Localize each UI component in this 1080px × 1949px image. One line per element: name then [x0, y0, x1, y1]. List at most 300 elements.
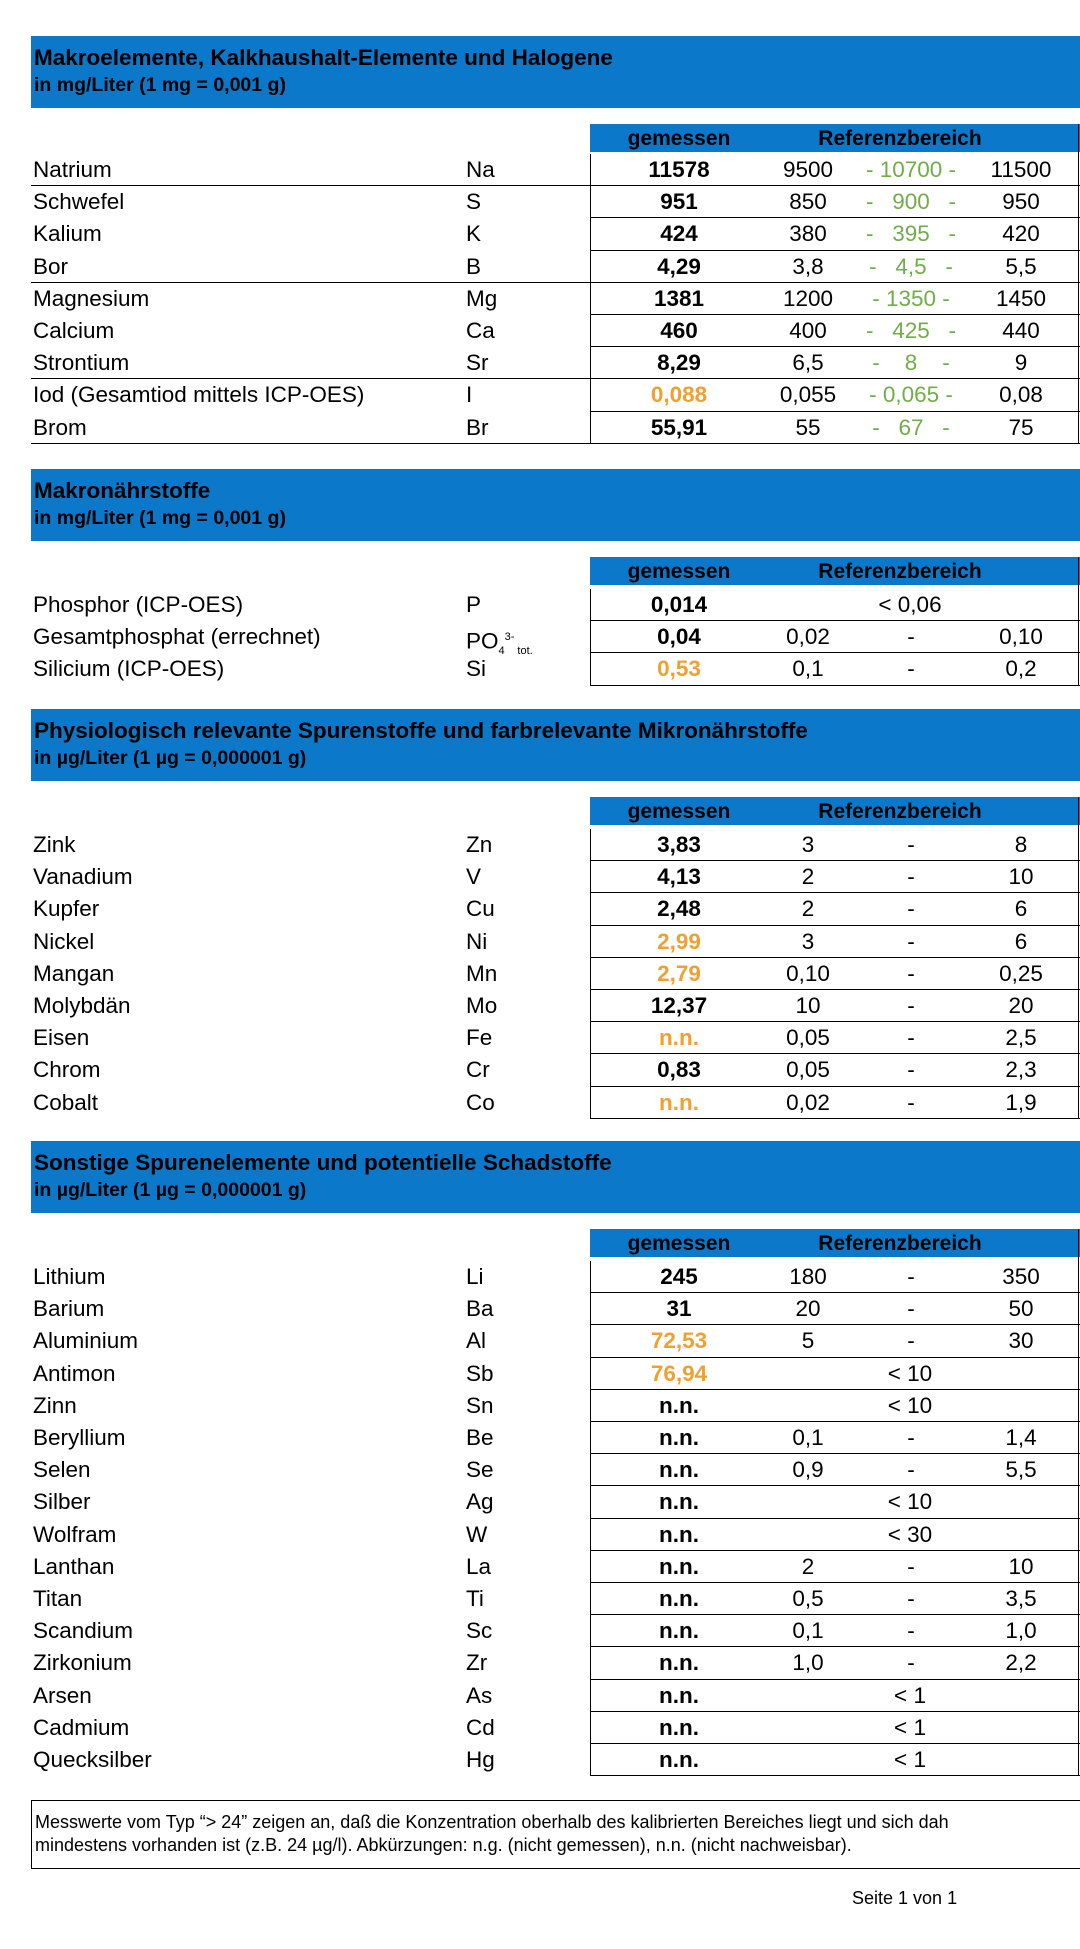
measured-value: 8,29 [657, 350, 701, 376]
reference-min: 0,055 [779, 382, 837, 408]
reference-min: 2 [801, 864, 815, 890]
reference-optimum: - 4,5 - [869, 253, 953, 279]
symbol-superscript: 3- [504, 631, 515, 644]
reference-min: 6,5 [792, 350, 824, 376]
element-name: Phosphor (ICP-OES) [33, 592, 244, 617]
measured-value: 245 [660, 1264, 698, 1289]
element-name: Lithium [33, 1264, 106, 1289]
column-header-measured: gemessen [627, 127, 731, 150]
measured-value: 0,83 [657, 1057, 701, 1083]
section-header [31, 36, 1080, 108]
element-symbol [466, 218, 481, 250]
reference-max: 350 [1002, 1264, 1040, 1289]
measured-value: n.n. [659, 1457, 699, 1483]
measured-value: 1381 [653, 285, 705, 311]
symbol-text: Co [466, 1089, 495, 1115]
section-unit: in µg/Liter (1 µg = 0,000001 g) [34, 747, 307, 769]
reference-max: 30 [1008, 1328, 1034, 1354]
element-name: Strontium [33, 350, 130, 376]
element-name: Aluminium [33, 1328, 139, 1354]
element-name: Bor [33, 253, 69, 279]
symbol-text: I [466, 382, 473, 408]
table-row [0, 926, 1080, 958]
element-symbol [466, 1519, 487, 1551]
column-header-measured: gemessen [627, 800, 731, 823]
element-name: Selen [33, 1457, 91, 1483]
reference-max: 75 [1008, 414, 1034, 440]
element-symbol [466, 1454, 494, 1486]
element-name: Beryllium [33, 1425, 126, 1450]
section-unit: in µg/Liter (1 µg = 0,000001 g) [34, 1179, 307, 1201]
element-name: Antimon [33, 1360, 116, 1386]
reference-min: 3 [801, 832, 815, 857]
reference-optimum: - [907, 1296, 915, 1322]
table-row [0, 621, 1080, 658]
table-row [0, 1744, 1080, 1776]
element-name: Titan [33, 1586, 83, 1611]
section-header [31, 1141, 1080, 1213]
reference-max: 5,5 [1005, 253, 1037, 279]
symbol-text: Ti [466, 1586, 484, 1611]
measured-value: 3,83 [657, 832, 701, 857]
measured-value: 2,79 [657, 960, 701, 986]
table-row [0, 1422, 1080, 1454]
group-divider [31, 282, 590, 283]
table-row [0, 154, 1080, 186]
symbol-text: Sb [466, 1360, 494, 1386]
group-divider [31, 443, 590, 444]
reference-optimum: - [907, 1457, 915, 1483]
reference-optimum: - [907, 1328, 915, 1354]
element-symbol [466, 1583, 484, 1615]
section-header [31, 709, 1080, 781]
symbol-text: Se [466, 1457, 494, 1483]
reference-limit: < 0,06 [878, 592, 942, 617]
symbol-subscript: 4 [498, 645, 505, 658]
measured-value: 4,29 [657, 253, 701, 279]
table-row [0, 1712, 1080, 1744]
reference-max: 420 [1002, 221, 1040, 247]
reference-max: 6 [1014, 896, 1028, 922]
reference-min: 0,1 [792, 656, 824, 682]
table-row [0, 589, 1080, 621]
reference-optimum: - [907, 1264, 915, 1289]
element-symbol [466, 283, 497, 315]
reference-optimum: - [907, 1089, 915, 1115]
element-symbol [466, 990, 497, 1022]
measured-value: n.n. [659, 1618, 699, 1644]
measured-value: 55,91 [650, 414, 708, 440]
reference-optimum: - [907, 1553, 915, 1579]
reference-limit: < 1 [894, 1682, 926, 1708]
measured-value: n.n. [659, 1682, 699, 1708]
reference-max: 0,08 [999, 382, 1043, 408]
column-header-measured: gemessen [627, 560, 731, 583]
reference-max: 9 [1014, 350, 1028, 376]
reference-min: 0,02 [786, 624, 830, 650]
element-name: Zinn [33, 1392, 77, 1418]
reference-min: 0,10 [786, 960, 830, 986]
reference-optimum: - 425 - [865, 318, 957, 343]
element-name: Eisen [33, 1025, 90, 1051]
symbol-text: V [466, 864, 482, 890]
element-name: Wolfram [33, 1521, 117, 1547]
element-symbol [466, 1680, 492, 1712]
element-name: Zink [33, 832, 76, 857]
element-symbol [466, 1422, 494, 1454]
reference-min: 3 [801, 928, 815, 954]
element-name: Arsen [33, 1682, 92, 1708]
reference-max: 0,2 [1005, 656, 1037, 682]
symbol-text: P [466, 592, 482, 617]
symbol-suffix: tot. [517, 645, 533, 658]
reference-min: 850 [789, 189, 827, 215]
reference-max: 11500 [990, 157, 1052, 182]
measured-column-border [590, 1261, 591, 1776]
reference-min: 0,5 [792, 1586, 824, 1611]
element-symbol [466, 958, 497, 990]
reference-optimum: - [907, 1025, 915, 1051]
symbol-text: Sr [466, 350, 489, 376]
reference-min: 9500 [782, 157, 834, 182]
element-name: Scandium [33, 1618, 134, 1644]
reference-max: 2,2 [1005, 1650, 1037, 1676]
element-symbol [466, 653, 486, 685]
measured-value: 12,37 [650, 993, 708, 1018]
symbol-text: Li [466, 1264, 484, 1289]
table-row [0, 1325, 1080, 1357]
reference-min: 0,05 [786, 1057, 830, 1083]
symbol-text: Be [466, 1425, 494, 1450]
element-name: Silicium (ICP-OES) [33, 656, 225, 682]
element-symbol [466, 251, 481, 283]
symbol-text: Sn [466, 1392, 494, 1418]
element-name: Brom [33, 414, 87, 440]
reference-optimum: - [907, 993, 915, 1018]
symbol-text: Ca [466, 318, 495, 343]
section-title: Sonstige Spurenelemente und potentielle Schadstoffe [34, 1150, 612, 1175]
symbol-text: As [466, 1682, 493, 1708]
table-row [0, 1454, 1080, 1486]
symbol-text: Mg [466, 285, 498, 311]
reference-optimum: - [907, 624, 915, 650]
table-row [0, 347, 1080, 379]
element-name: Lanthan [33, 1553, 115, 1579]
column-header-bar [590, 557, 1080, 585]
measured-value: n.n. [659, 1747, 699, 1772]
reference-max: 2,3 [1005, 1057, 1037, 1083]
reference-optimum: - [907, 832, 915, 857]
measured-value: n.n. [659, 1586, 699, 1611]
table-row [0, 829, 1080, 861]
reference-max: 2,5 [1005, 1025, 1037, 1051]
row-divider [590, 685, 1080, 686]
table-row [0, 893, 1080, 925]
symbol-text: Cu [466, 896, 495, 922]
table-row [0, 1261, 1080, 1293]
symbol-text: Sc [466, 1618, 493, 1644]
symbol-text: Cr [466, 1057, 490, 1083]
reference-limit: < 10 [887, 1489, 933, 1515]
measured-value: 4,13 [657, 864, 701, 890]
reference-min: 1200 [782, 285, 834, 311]
symbol-text: Si [466, 656, 487, 682]
element-name: Calcium [33, 318, 115, 343]
table-row [0, 283, 1080, 315]
measured-column-border [590, 829, 591, 1119]
table-row [0, 1054, 1080, 1086]
section-unit: in mg/Liter (1 mg = 0,001 g) [34, 507, 286, 529]
section-title: Makroelemente, Kalkhaushalt-Elemente und Halogene [34, 45, 613, 70]
reference-min: 400 [789, 318, 827, 343]
row-divider [590, 1775, 1080, 1776]
reference-min: 2 [801, 896, 815, 922]
element-name: Quecksilber [33, 1747, 152, 1772]
symbol-text: Na [466, 157, 495, 182]
table-row [0, 958, 1080, 990]
measured-value: 0,53 [657, 656, 701, 682]
measured-value: n.n. [659, 1489, 699, 1515]
reference-min: 5 [801, 1328, 815, 1354]
element-symbol [466, 1261, 484, 1293]
reference-min: 180 [789, 1264, 827, 1289]
reference-min: 1,0 [792, 1650, 824, 1676]
reference-min: 0,1 [792, 1425, 824, 1450]
reference-min: 20 [795, 1296, 821, 1322]
reference-optimum: - [907, 1618, 915, 1644]
element-name: Barium [33, 1296, 105, 1322]
symbol-text: Ni [466, 928, 488, 954]
measured-value: 0,088 [650, 382, 708, 408]
measured-value: 0,04 [657, 624, 701, 650]
measured-value: 951 [660, 189, 698, 215]
symbol-text: Ba [466, 1296, 494, 1322]
reference-limit: < 1 [894, 1714, 926, 1740]
measured-value: 31 [666, 1296, 692, 1322]
reference-optimum: - [907, 960, 915, 986]
measured-value: n.n. [659, 1089, 699, 1115]
element-symbol [466, 1486, 494, 1518]
table-row [0, 861, 1080, 893]
measured-value: 72,53 [650, 1328, 708, 1354]
element-symbol [466, 1293, 494, 1325]
element-symbol [466, 1087, 495, 1119]
element-name: Chrom [33, 1057, 101, 1083]
column-header-bar [590, 1229, 1080, 1257]
column-header-reference: Referenzbereich [818, 1232, 982, 1255]
table-row [0, 1486, 1080, 1518]
reference-min: 0,9 [792, 1457, 824, 1483]
table-row [0, 1390, 1080, 1422]
element-symbol [466, 861, 481, 893]
reference-min: 0,02 [786, 1089, 830, 1115]
symbol-text: K [466, 221, 482, 247]
reference-optimum: - [907, 1650, 915, 1676]
table-row [0, 1647, 1080, 1679]
element-symbol [466, 589, 481, 621]
reference-limit: < 1 [894, 1747, 926, 1772]
table-row [0, 379, 1080, 411]
element-name: Kalium [33, 221, 102, 247]
reference-max: 1,9 [1005, 1089, 1037, 1115]
element-symbol [466, 412, 489, 444]
section-header [31, 469, 1080, 541]
table-row [0, 1551, 1080, 1583]
footnote-line-2: mindestens vorhanden ist (z.B. 24 µg/l). Abkürzungen: n.g. (nicht gemessen), n.n. (nicht nachweisbar). [35, 1835, 852, 1855]
element-symbol [466, 1022, 492, 1054]
element-name: Natrium [33, 157, 112, 182]
measured-value: n.n. [659, 1392, 699, 1418]
element-symbol [466, 379, 472, 411]
reference-optimum: - [907, 656, 915, 682]
reference-optimum: - [907, 928, 915, 954]
element-symbol [466, 926, 487, 958]
table-row [0, 315, 1080, 347]
element-name: Cobalt [33, 1089, 99, 1115]
symbol-text: S [466, 189, 482, 215]
reference-optimum: - 1350 - [872, 285, 950, 311]
element-name: Vanadium [33, 864, 133, 890]
symbol-text: Zr [466, 1650, 488, 1676]
measured-value: 460 [660, 318, 698, 343]
measured-value: 2,48 [657, 896, 701, 922]
column-header-measured: gemessen [627, 1232, 731, 1255]
symbol-text: Mn [466, 960, 498, 986]
measured-column-border [590, 589, 591, 686]
element-symbol [466, 893, 495, 925]
reference-optimum: - [907, 1586, 915, 1611]
measured-value: n.n. [659, 1714, 699, 1740]
column-header-reference: Referenzbereich [818, 800, 982, 823]
table-row [0, 1583, 1080, 1615]
element-symbol [466, 1712, 495, 1744]
element-symbol [466, 1390, 494, 1422]
symbol-text: Cd [466, 1714, 495, 1740]
column-header-bar [590, 797, 1080, 825]
footnote-line-1: Messwerte vom Typ “> 24” zeigen an, daß die Konzentration oberhalb des kalibrierten Bereiches liegt und sich dah [35, 1812, 949, 1832]
table-row [0, 1358, 1080, 1390]
reference-limit: < 30 [887, 1521, 933, 1547]
element-symbol [466, 1551, 491, 1583]
reference-max: 0,25 [999, 960, 1043, 986]
reference-min: 0,05 [786, 1025, 830, 1051]
element-symbol [466, 315, 495, 347]
element-symbol [466, 1325, 486, 1357]
table-row [0, 1519, 1080, 1551]
symbol-text: La [466, 1553, 492, 1579]
reference-max: 5,5 [1005, 1457, 1037, 1483]
measured-value: 424 [660, 221, 698, 247]
section-unit: in mg/Liter (1 mg = 0,001 g) [34, 74, 286, 96]
footnote-box [31, 1800, 1080, 1869]
element-name: Zirkonium [33, 1650, 132, 1676]
reference-optimum: - [907, 896, 915, 922]
measured-value: n.n. [659, 1025, 699, 1051]
table-row [0, 251, 1080, 283]
element-name: Kupfer [33, 896, 100, 922]
symbol-text: Zn [466, 832, 493, 857]
reference-optimum: - 10700 - [865, 157, 957, 182]
element-symbol [466, 1054, 490, 1086]
element-symbol [466, 1358, 494, 1390]
measured-value: 0,014 [650, 592, 708, 617]
reference-min: 0,1 [792, 1618, 824, 1644]
symbol-text: Ag [466, 1489, 494, 1515]
group-divider [31, 185, 590, 186]
measured-value: 2,99 [657, 928, 701, 954]
element-name: Cadmium [33, 1714, 130, 1740]
element-symbol [466, 154, 495, 186]
reference-max: 1450 [995, 285, 1047, 311]
symbol-text: Fe [466, 1025, 493, 1051]
element-symbol [466, 829, 492, 861]
table-row [0, 1087, 1080, 1119]
reference-max: 20 [1008, 993, 1034, 1018]
symbol-text: W [466, 1521, 488, 1547]
page-number: Seite 1 von 1 [852, 1888, 958, 1908]
reference-optimum: - 0,065 - [869, 382, 953, 408]
measured-value: n.n. [659, 1650, 699, 1676]
symbol-text: B [466, 253, 482, 279]
measured-value: 76,94 [650, 1360, 708, 1386]
reference-optimum: - 8 - [872, 350, 950, 376]
reference-min: 55 [795, 414, 821, 440]
element-name: Gesamtphosphat (errechnet) [33, 624, 321, 650]
measured-value: n.n. [659, 1425, 699, 1450]
section-title: Makronährstoffe [34, 478, 211, 503]
reference-max: 950 [1002, 189, 1040, 215]
reference-max: 50 [1008, 1296, 1034, 1322]
symbol-text: Hg [466, 1747, 495, 1772]
reference-max: 10 [1008, 1553, 1034, 1579]
reference-max: 3,5 [1005, 1586, 1037, 1611]
element-symbol [466, 186, 481, 218]
element-name: Mangan [33, 960, 115, 986]
measured-value: n.n. [659, 1521, 699, 1547]
reference-max: 1,0 [1005, 1618, 1037, 1644]
measured-value: n.n. [659, 1553, 699, 1579]
element-name: Silber [33, 1489, 91, 1515]
reference-optimum: - 67 - [872, 414, 950, 440]
row-divider [590, 1118, 1080, 1119]
reference-limit: < 10 [887, 1360, 933, 1386]
section-title: Physiologisch relevante Spurenstoffe und farbrelevante Mikronährstoffe [34, 718, 808, 743]
element-name: Schwefel [33, 189, 125, 215]
symbol-text: Br [466, 414, 489, 440]
reference-optimum: - [907, 1425, 915, 1450]
symbol-text: PO [466, 628, 499, 654]
column-header-reference: Referenzbereich [818, 560, 982, 583]
table-row [0, 653, 1080, 685]
element-name: Nickel [33, 928, 95, 954]
reference-optimum: - [907, 864, 915, 890]
element-symbol [466, 1647, 487, 1679]
reference-limit: < 10 [887, 1392, 933, 1418]
reference-max: 8 [1014, 832, 1028, 857]
table-row [0, 218, 1080, 250]
reference-min: 3,8 [792, 253, 824, 279]
element-name: Molybdän [33, 993, 131, 1018]
reference-optimum: - [907, 1057, 915, 1083]
element-symbol [466, 347, 489, 379]
reference-max: 440 [1002, 318, 1040, 343]
table-row [0, 1680, 1080, 1712]
table-row [0, 1022, 1080, 1054]
element-name: Iod (Gesamtiod mittels ICP-OES) [33, 382, 365, 408]
reference-min: 380 [789, 221, 827, 247]
column-header-bar [590, 124, 1080, 152]
measured-column-border [590, 154, 591, 444]
